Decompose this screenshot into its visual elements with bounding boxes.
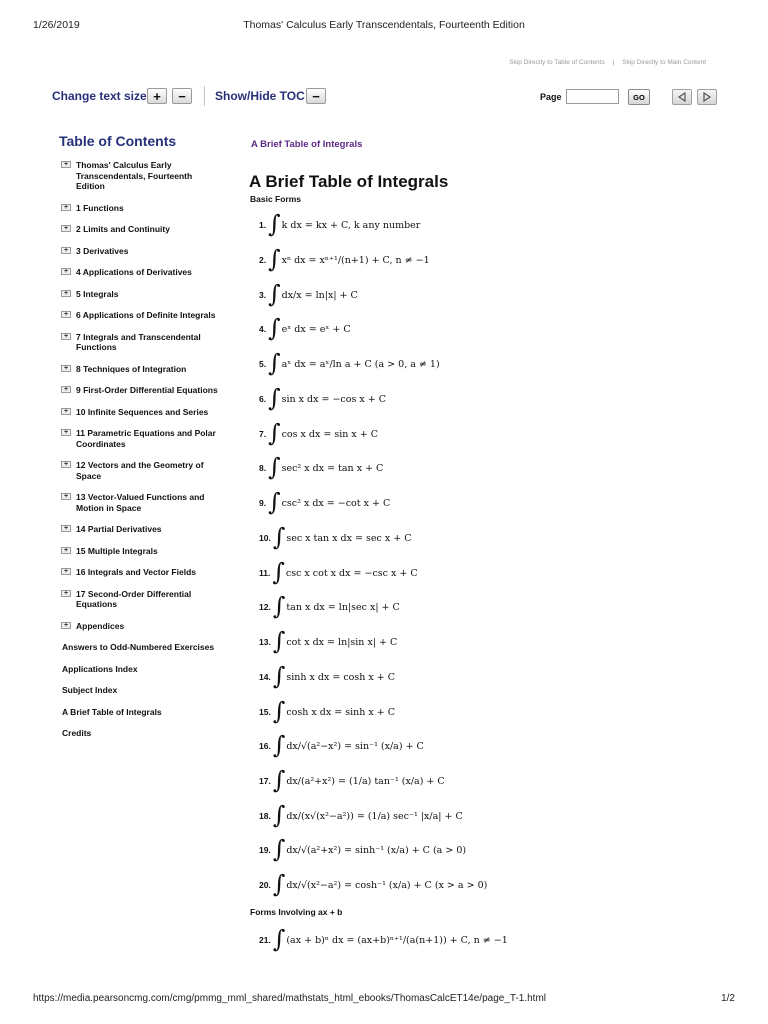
toc-item-label: 17 Second-Order Differential Equations xyxy=(76,588,192,609)
formula-expression: csc x cot x dx = −csc x + C xyxy=(285,567,418,579)
formula-number: 2. xyxy=(259,255,267,265)
print-page-number: 1/2 xyxy=(721,993,735,1004)
toc-item[interactable] xyxy=(59,407,219,418)
toc-item-label: 14 Partial Derivatives xyxy=(76,524,162,534)
integral-formula xyxy=(259,314,351,342)
integral-sign-icon: ∫ xyxy=(268,349,281,377)
formula-number: 8. xyxy=(259,463,267,473)
integral-sign-icon: ∫ xyxy=(272,523,286,551)
formula-expression: cosh x dx = sinh x + C xyxy=(286,706,396,718)
expand-icon[interactable]: + xyxy=(61,290,71,297)
formula-number: 1. xyxy=(259,220,267,230)
toolbar-divider xyxy=(204,86,205,106)
print-title: Thomas' Calculus Early Transcendentals, Fourteenth Edition xyxy=(243,19,525,31)
section-heading-basic-forms: Basic Forms xyxy=(250,194,302,204)
skip-separator: | xyxy=(612,59,615,66)
toc-item-label: Appendices xyxy=(76,620,125,631)
toc-item[interactable] xyxy=(59,460,219,481)
formula-expression: sinh x dx = cosh x + C xyxy=(286,671,396,683)
formula-number: 17. xyxy=(259,776,271,786)
integral-formula xyxy=(259,835,467,863)
expand-icon[interactable]: + xyxy=(61,268,71,275)
toc-item[interactable] xyxy=(59,310,219,321)
formula-expression: dx/x = ln|x| + C xyxy=(281,289,358,301)
formula-expression: k dx = kx + C, k any number xyxy=(281,219,421,231)
toc-item-label: 13 Vector-Valued Functions and Motion in Space xyxy=(76,492,205,513)
toc-item[interactable] xyxy=(59,203,219,214)
toc-link[interactable]: Applications Index xyxy=(62,663,138,674)
expand-icon[interactable]: + xyxy=(61,622,71,629)
toc-item-label: Thomas' Calculus Early Transcendentals, Fourteenth Edition xyxy=(76,160,193,191)
print-url: https://media.pearsoncmg.com/cmg/pmmg_mml_shared/mathstats_html_ebooks/ThomasCalcET14e/page_T-1.html xyxy=(33,993,547,1004)
integral-sign-icon: ∫ xyxy=(272,925,286,953)
toc-item-label: 11 Parametric Equations and Polar Coordinates xyxy=(76,428,216,449)
skip-links xyxy=(506,59,709,66)
toc-item-label: 1 Functions xyxy=(76,202,124,213)
formula-expression: csc² x dx = −cot x + C xyxy=(281,497,391,509)
integral-sign-icon: ∫ xyxy=(268,245,281,273)
formula-expression: aˣ dx = aˣ/ln a + C (a > 0, a ≠ 1) xyxy=(281,358,440,370)
formula-expression: dx/(x√(x²−a²)) = (1/a) sec⁻¹ |x/a| + C xyxy=(286,810,463,822)
integral-formula xyxy=(259,488,391,516)
triangle-right-icon xyxy=(702,92,712,102)
expand-icon[interactable]: + xyxy=(61,161,71,168)
page-title: A Brief Table of Integrals xyxy=(249,172,449,191)
integral-sign-icon: ∫ xyxy=(272,731,286,759)
toc-link[interactable]: Credits xyxy=(62,728,92,738)
toc-item-label: 5 Integrals xyxy=(76,288,119,299)
expand-icon[interactable]: + xyxy=(61,333,71,340)
print-date: 1/26/2019 xyxy=(33,19,80,31)
integral-sign-icon: ∫ xyxy=(272,592,286,620)
expand-icon[interactable]: + xyxy=(61,311,71,318)
toc-item[interactable] xyxy=(59,589,219,610)
expand-icon[interactable]: + xyxy=(61,493,71,500)
integral-sign-icon: ∫ xyxy=(272,558,285,586)
toc-item[interactable] xyxy=(59,428,219,449)
formula-number: 7. xyxy=(259,429,267,439)
expand-icon[interactable]: + xyxy=(61,408,71,415)
integral-formula xyxy=(259,925,508,953)
formula-number: 5. xyxy=(259,359,267,369)
formula-number: 11. xyxy=(259,568,271,578)
expand-icon[interactable]: + xyxy=(61,525,71,532)
toc-item-label: 15 Multiple Integrals xyxy=(76,545,158,556)
formula-number: 3. xyxy=(259,290,267,300)
toc-item[interactable] xyxy=(59,524,219,535)
toc-link[interactable]: Subject Index xyxy=(62,685,118,695)
formula-number: 20. xyxy=(259,880,271,890)
skip-to-toc-link[interactable]: Skip Directly to Table of Contents xyxy=(509,59,605,66)
formula-expression: dx/(a²+x²) = (1/a) tan⁻¹ (x/a) + C xyxy=(286,775,445,787)
integral-sign-icon: ∫ xyxy=(272,766,286,794)
integral-formula xyxy=(259,245,430,273)
formula-number: 13. xyxy=(259,637,271,647)
integral-sign-icon: ∫ xyxy=(268,419,281,447)
integral-formula xyxy=(259,453,384,481)
toc-item-label: 8 Techniques of Integration xyxy=(76,363,187,374)
integral-formula xyxy=(259,523,412,551)
formula-number: 18. xyxy=(259,811,271,821)
formula-number: 21. xyxy=(259,935,271,945)
integral-formula xyxy=(259,662,396,690)
integral-formula xyxy=(259,731,424,759)
formula-expression: cos x dx = sin x + C xyxy=(281,428,379,440)
formula-expression: dx/√(x²−a²) = cosh⁻¹ (x/a) + C (x > a > 0) xyxy=(286,879,488,891)
integral-formula xyxy=(259,801,463,829)
formula-expression: xⁿ dx = xⁿ⁺¹/(n+1) + C, n ≠ −1 xyxy=(281,254,430,266)
toc-item-label: 16 Integrals and Vector Fields xyxy=(76,567,196,577)
section-heading-linear-forms: Forms Involving ax + b xyxy=(250,907,343,917)
triangle-left-icon xyxy=(677,92,687,102)
go-button[interactable]: GO xyxy=(628,89,650,105)
toc-item-label: 6 Applications of Definite Integrals xyxy=(76,310,216,320)
toc-item[interactable] xyxy=(59,289,219,300)
toc-link[interactable]: A Brief Table of Integrals xyxy=(62,706,162,717)
formula-expression: eˣ dx = eˣ + C xyxy=(281,323,351,335)
toc-item-label: 4 Applications of Derivatives xyxy=(76,267,192,277)
formula-number: 10. xyxy=(259,533,271,543)
integral-sign-icon: ∫ xyxy=(268,280,281,308)
expand-icon[interactable]: + xyxy=(61,461,71,468)
toc-item[interactable] xyxy=(59,567,219,578)
formula-expression: sec x tan x dx = sec x + C xyxy=(286,532,412,544)
integral-sign-icon: ∫ xyxy=(268,314,281,342)
toc-item[interactable] xyxy=(59,546,219,557)
formula-expression: sec² x dx = tan x + C xyxy=(281,462,384,474)
skip-to-main-link[interactable]: Skip Directly to Main Content xyxy=(622,59,706,66)
integral-formula xyxy=(259,419,379,447)
toc-item-label: 12 Vectors and the Geometry of Space xyxy=(76,460,204,481)
formula-number: 12. xyxy=(259,602,271,612)
formula-number: 16. xyxy=(259,741,271,751)
toc-item[interactable] xyxy=(59,364,219,375)
formula-expression: dx/√(a²−x²) = sin⁻¹ (x/a) + C xyxy=(286,740,424,752)
table-of-contents xyxy=(59,160,219,750)
toc-item[interactable] xyxy=(59,385,219,396)
integral-formula xyxy=(259,384,386,412)
integral-formula xyxy=(259,592,400,620)
formula-expression: cot x dx = ln|sin x| + C xyxy=(286,636,398,648)
toc-link[interactable]: Answers to Odd-Numbered Exercises xyxy=(62,642,215,652)
toc-item-label: 7 Integrals and Transcendental Functions xyxy=(76,331,201,352)
toc-item[interactable] xyxy=(59,224,219,235)
integral-formula xyxy=(259,210,421,238)
decrease-text-size-button[interactable]: − xyxy=(172,88,192,104)
formula-expression: (ax + b)ⁿ dx = (ax+b)ⁿ⁺¹/(a(n+1)) + C, n ≠ −1 xyxy=(286,934,508,946)
formula-expression: dx/√(a²+x²) = sinh⁻¹ (x/a) + C (a > 0) xyxy=(286,844,467,856)
integral-sign-icon: ∫ xyxy=(268,488,281,516)
previous-page-button[interactable] xyxy=(672,89,692,105)
toc-item[interactable] xyxy=(59,492,219,513)
formula-expression: tan x dx = ln|sec x| + C xyxy=(286,601,400,613)
expand-icon[interactable]: + xyxy=(61,204,71,211)
toc-title: Table of Contents xyxy=(59,133,177,149)
toc-item-label: 3 Derivatives xyxy=(76,245,129,256)
integral-sign-icon: ∫ xyxy=(272,870,286,898)
expand-icon[interactable]: + xyxy=(61,365,71,372)
integral-formula xyxy=(259,280,358,308)
toc-item-label: 9 First-Order Differential Equations xyxy=(76,385,218,395)
expand-icon[interactable]: + xyxy=(61,568,71,575)
integral-formula xyxy=(259,766,445,794)
integral-formula xyxy=(259,558,418,586)
integral-formula xyxy=(259,697,396,725)
integral-sign-icon: ∫ xyxy=(268,210,281,238)
formula-number: 4. xyxy=(259,324,267,334)
toggle-toc-button[interactable]: − xyxy=(306,88,326,104)
formula-number: 9. xyxy=(259,498,267,508)
expand-icon[interactable]: + xyxy=(61,386,71,393)
change-text-size-label: Change text size xyxy=(52,89,147,103)
breadcrumb[interactable]: A Brief Table of Integrals xyxy=(251,139,363,150)
expand-icon[interactable]: + xyxy=(61,247,71,254)
integral-sign-icon: ∫ xyxy=(268,453,281,481)
integral-sign-icon: ∫ xyxy=(272,662,286,690)
toc-item[interactable] xyxy=(59,160,219,192)
expand-icon[interactable]: + xyxy=(61,225,71,232)
integral-sign-icon: ∫ xyxy=(272,835,286,863)
toc-item[interactable] xyxy=(59,246,219,257)
show-hide-toc-label: Show/Hide TOC xyxy=(215,89,305,103)
next-page-button[interactable] xyxy=(697,89,717,105)
toc-item-label: 2 Limits and Continuity xyxy=(76,224,170,234)
integral-sign-icon: ∫ xyxy=(272,801,286,829)
integral-sign-icon: ∫ xyxy=(268,384,281,412)
formula-number: 6. xyxy=(259,394,267,404)
formula-number: 15. xyxy=(259,707,271,717)
formula-number: 19. xyxy=(259,845,271,855)
toc-item[interactable] xyxy=(59,621,219,632)
page-number-input[interactable] xyxy=(566,89,619,104)
integral-sign-icon: ∫ xyxy=(272,697,286,725)
expand-icon[interactable]: + xyxy=(61,429,71,436)
expand-icon[interactable]: + xyxy=(61,590,71,597)
integral-sign-icon: ∫ xyxy=(272,627,286,655)
integral-formula xyxy=(259,627,398,655)
increase-text-size-button[interactable]: + xyxy=(147,88,167,104)
integral-formula xyxy=(259,870,488,898)
integral-formula xyxy=(259,349,440,377)
formula-number: 14. xyxy=(259,672,271,682)
toc-item-label: 10 Infinite Sequences and Series xyxy=(76,406,209,417)
page-label: Page xyxy=(540,92,562,102)
formula-expression: sin x dx = −cos x + C xyxy=(281,393,386,405)
toc-item[interactable] xyxy=(59,332,219,353)
toc-item[interactable] xyxy=(59,267,219,278)
expand-icon[interactable]: + xyxy=(61,547,71,554)
